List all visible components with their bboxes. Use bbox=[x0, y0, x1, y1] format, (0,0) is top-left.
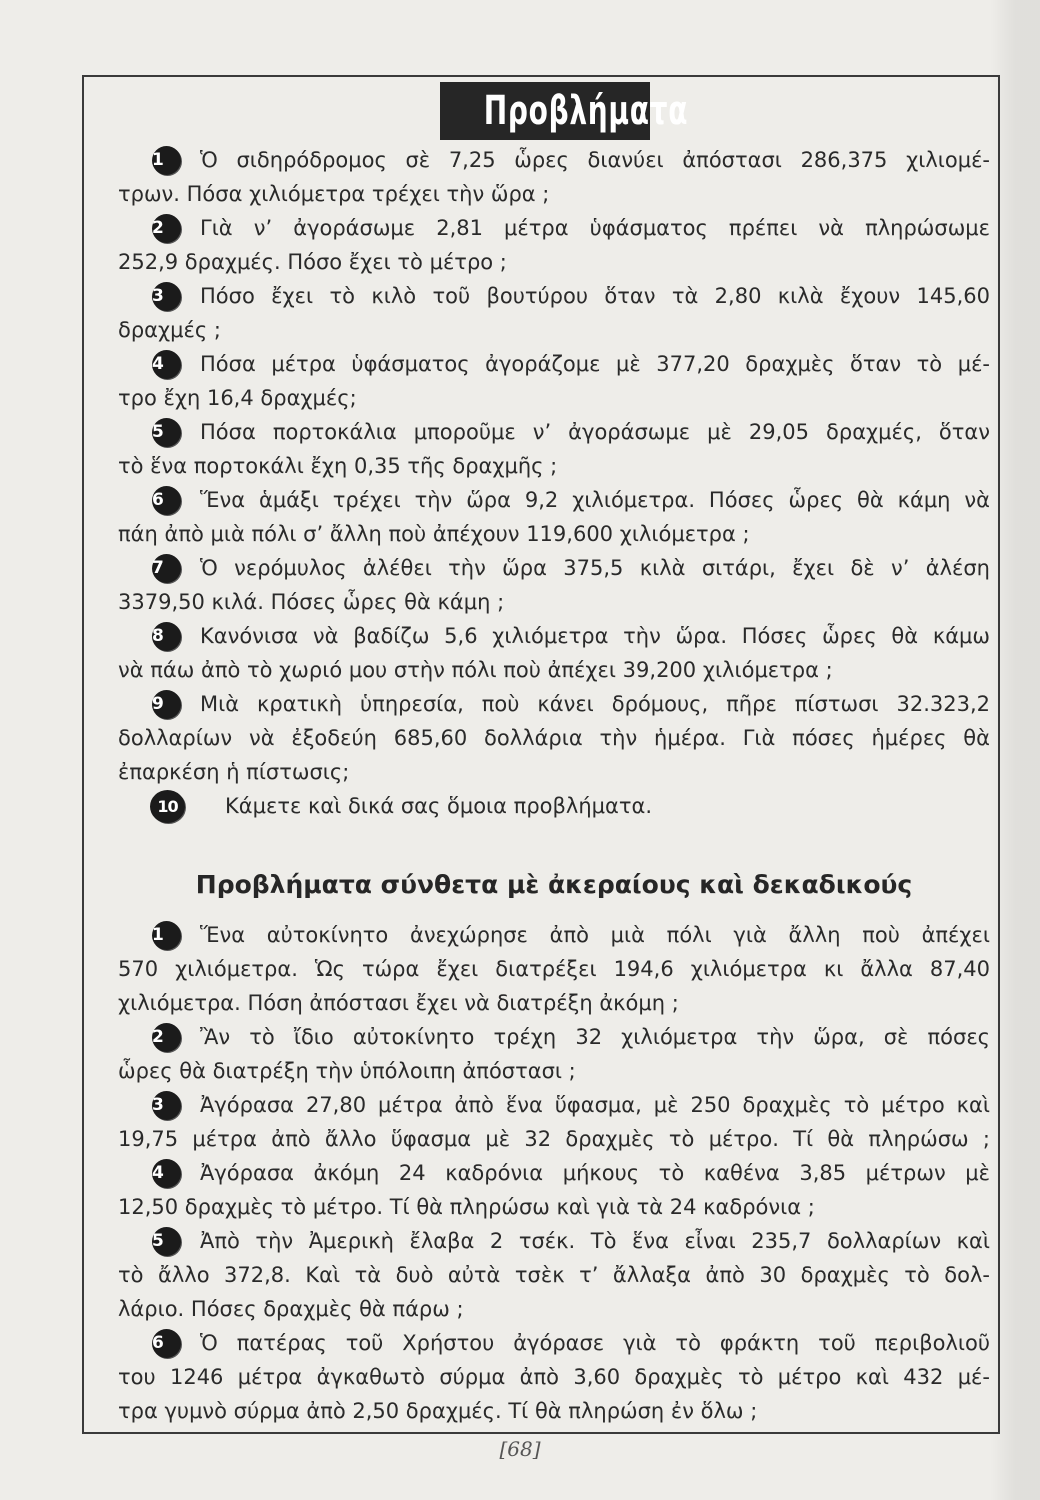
problem-text: τὸ ἕνα πορτοκάλι ἔχη 0,35 τῆς δραχμῆς ; bbox=[118, 454, 558, 478]
problem-text: του 1246 μέτρα ἀγκαθωτὸ σύρμα ἀπὸ 3,60 δραχμὲς τὸ μέτρο καὶ 432 μέ- bbox=[118, 1365, 990, 1389]
composite-problem-6 bbox=[118, 1326, 990, 1428]
problem-line bbox=[118, 1292, 990, 1326]
problem-text: τρο ἔχη 16,4 δραχμές; bbox=[118, 386, 357, 410]
page-title bbox=[440, 82, 689, 140]
problem-text: λάριο. Πόσες δραχμὲς θὰ πάρω ; bbox=[118, 1297, 464, 1321]
composite-problem-1 bbox=[118, 918, 990, 1020]
problem-line bbox=[118, 1156, 990, 1190]
problem-text: τρα γυμνὸ σύρμα ἀπὸ 2,50 δραχμές. Τί θὰ πληρώση ἐν ὅλω ; bbox=[118, 1399, 758, 1423]
problem-text: Ἂν τὸ ἴδιο αὐτοκίνητο τρέχη 32 χιλιόμετρα τὴν ὥρα, σὲ πόσες bbox=[200, 1025, 990, 1049]
problem-line bbox=[118, 653, 990, 687]
page-number: [68] bbox=[499, 1437, 541, 1461]
problem-text: Μιὰ κρατικὴ ὑπηρεσία, ποὺ κάνει δρόμους, πῆρε πίστωσι 32.323,2 bbox=[200, 692, 990, 716]
problems-section-2 bbox=[118, 918, 990, 1428]
problem-line bbox=[118, 952, 990, 986]
problem-text: Ἕνα αὐτοκίνητο ἀνεχώρησε ἀπὸ μιὰ πόλι γιὰ ἄλλη ποὺ ἀπέχει bbox=[200, 923, 990, 947]
problem-text: Πόσα πορτοκάλια μποροῦμε ν’ ἀγοράσωμε μὲ 29,05 δραχμές, ὅταν bbox=[200, 420, 990, 444]
problem-4 bbox=[118, 347, 990, 415]
problem-number-badge: 5 bbox=[152, 418, 181, 447]
problem-line bbox=[118, 211, 990, 245]
problem-line bbox=[118, 245, 990, 279]
problem-line bbox=[118, 1054, 990, 1088]
problem-line bbox=[118, 313, 990, 347]
problem-line bbox=[118, 483, 990, 517]
problem-number-badge: 6 bbox=[152, 486, 181, 515]
problem-line bbox=[118, 143, 990, 177]
composite-problem-2 bbox=[118, 1020, 990, 1088]
problem-text: νὰ πάω ἀπὸ τὸ χωριό μου στὴν πόλι ποὺ ἀπέχει 39,200 χιλιόμετρα ; bbox=[118, 658, 833, 682]
problem-text: χιλιόμετρα. Πόση ἀπόστασι ἔχει νὰ διατρέξη ἀκόμη ; bbox=[118, 991, 679, 1015]
problem-line bbox=[118, 279, 990, 313]
problem-text: Ἀγόρασα ἀκόμη 24 καδρόνια μήκους τὸ καθένα 3,85 μέτρων μὲ bbox=[200, 1161, 990, 1185]
problem-text: δολλαρίων νὰ ἐξοδεύη 685,60 δολλάρια τὴν ἡμέρα. Γιὰ πόσες ἡμέρες θὰ bbox=[118, 726, 990, 750]
problem-3 bbox=[118, 279, 990, 347]
problem-number-badge: 2 bbox=[152, 1023, 181, 1052]
problem-line bbox=[118, 789, 990, 823]
problem-number-badge: 5 bbox=[152, 1227, 181, 1256]
problem-number-badge: 2 bbox=[152, 214, 181, 243]
problem-text: Ὁ νερόμυλος ἀλέθει τὴν ὥρα 375,5 κιλὰ σιτάρι, ἔχει δὲ ν’ ἀλέση bbox=[200, 556, 990, 580]
problem-line bbox=[118, 1020, 990, 1054]
problem-text: 12,50 δραχμὲς τὸ μέτρο. Τί θὰ πληρώσω καὶ γιὰ τὰ 24 καδρόνια ; bbox=[118, 1195, 815, 1219]
problem-number-badge: 4 bbox=[152, 350, 181, 379]
problem-number-badge: 4 bbox=[152, 1159, 181, 1188]
problem-line bbox=[118, 986, 990, 1020]
section-heading: Προβλήματα σύνθετα μὲ ἀκεραίους καὶ δεκαδικούς bbox=[195, 870, 913, 899]
problem-number-badge: 8 bbox=[152, 622, 181, 651]
problem-2 bbox=[118, 211, 990, 279]
problem-8 bbox=[118, 619, 990, 687]
problem-number-badge: 9 bbox=[152, 690, 181, 719]
composite-problem-4 bbox=[118, 1156, 990, 1224]
problem-5 bbox=[118, 415, 990, 483]
problem-text: 252,9 δραχμές. Πόσο ἔχει τὸ μέτρο ; bbox=[118, 250, 507, 274]
problem-line bbox=[118, 415, 990, 449]
problem-line bbox=[118, 1258, 990, 1292]
problems-section-1 bbox=[118, 143, 990, 823]
problem-text: Ὁ σιδηρόδρομος σὲ 7,25 ὧρες διανύει ἀπόστασι 286,375 χιλιομέ- bbox=[200, 148, 990, 172]
problem-line bbox=[118, 1190, 990, 1224]
problem-number-badge: 1 bbox=[152, 146, 181, 175]
problem-text: 19,75 μέτρα ἀπὸ ἄλλο ὕφασμα μὲ 32 δραχμὲς τὸ μέτρο. Τί θὰ πληρώσω ; bbox=[118, 1127, 990, 1151]
problem-line bbox=[118, 1122, 990, 1156]
problem-line bbox=[118, 1360, 990, 1394]
problem-number-badge: 3 bbox=[152, 282, 181, 311]
problem-number-badge: 10 bbox=[150, 790, 185, 823]
problem-text: Κανόνισα νὰ βαδίζω 5,6 χιλιόμετρα τὴν ὥρα. Πόσες ὧρες θὰ κάμω bbox=[200, 624, 990, 648]
problem-text: Κάμετε καὶ δικά σας ὅμοια προβλήματα. bbox=[225, 794, 653, 818]
problem-6 bbox=[118, 483, 990, 551]
problem-text: 570 χιλιόμετρα. Ὡς τώρα ἔχει διατρέξει 194,6 χιλιόμετρα κι ἄλλα 87,40 bbox=[118, 957, 990, 981]
problem-line bbox=[118, 1394, 990, 1428]
problem-line bbox=[118, 1326, 990, 1360]
problem-number-badge: 6 bbox=[152, 1329, 181, 1358]
problem-line bbox=[118, 755, 990, 789]
problem-text: Πόσα μέτρα ὑφάσματος ἀγοράζομε μὲ 377,20 δραχμὲς ὅταν τὸ μέ- bbox=[200, 352, 990, 376]
problem-number-badge: 7 bbox=[152, 554, 181, 583]
problem-line bbox=[118, 1088, 990, 1122]
composite-problem-3 bbox=[118, 1088, 990, 1156]
problem-text: Ὁ πατέρας τοῦ Χρήστου ἀγόρασε γιὰ τὸ φράκτη τοῦ περιβολιοῦ bbox=[200, 1331, 990, 1355]
problem-line bbox=[118, 517, 990, 551]
problem-10 bbox=[118, 789, 990, 823]
problem-line bbox=[118, 918, 990, 952]
problem-text: τρων. Πόσα χιλιόμετρα τρέχει τὴν ὥρα ; bbox=[118, 182, 550, 206]
problem-line bbox=[118, 1224, 990, 1258]
problem-text: Ἀγόρασα 27,80 μέτρα ἀπὸ ἕνα ὕφασμα, μὲ 250 δραχμὲς τὸ μέτρο καὶ bbox=[200, 1093, 990, 1117]
problem-text: τὸ ἄλλο 372,8. Καὶ τὰ δυὸ αὐτὰ τσὲκ τ’ ἄλλαξα ἀπὸ 30 δραχμὲς τὸ δολ- bbox=[118, 1263, 990, 1287]
problem-number-badge: 1 bbox=[152, 921, 181, 950]
problem-line bbox=[118, 347, 990, 381]
problem-line bbox=[118, 721, 990, 755]
problem-text: ὧρες θὰ διατρέξη τὴν ὑπόλοιπη ἀπόστασι ; bbox=[118, 1059, 576, 1083]
page-title-text: Προβλήματα bbox=[483, 88, 689, 134]
problem-text: πάη ἀπὸ μιὰ πόλι σ’ ἄλλη ποὺ ἀπέχουν 119,600 χιλιόμετρα ; bbox=[118, 522, 750, 546]
problem-text: 3379,50 κιλά. Πόσες ὧρες θὰ κάμη ; bbox=[118, 590, 505, 614]
problem-line bbox=[118, 449, 990, 483]
problem-7 bbox=[118, 551, 990, 619]
problem-1 bbox=[118, 143, 990, 211]
problem-line bbox=[118, 177, 990, 211]
problem-text: Γιὰ ν’ ἀγοράσωμε 2,81 μέτρα ὑφάσματος πρέπει νὰ πληρώσωμε bbox=[200, 216, 990, 240]
problem-line bbox=[118, 619, 990, 653]
problem-9 bbox=[118, 687, 990, 789]
problem-text: Πόσο ἔχει τὸ κιλὸ τοῦ βουτύρου ὅταν τὰ 2,80 κιλὰ ἔχουν 145,60 bbox=[200, 284, 990, 308]
problem-line bbox=[118, 551, 990, 585]
problem-text: δραχμές ; bbox=[118, 318, 221, 342]
problem-line bbox=[118, 687, 990, 721]
problem-line bbox=[118, 585, 990, 619]
problem-number-badge: 3 bbox=[152, 1091, 181, 1120]
problem-text: Ἀπὸ τὴν Ἀμερικὴ ἔλαβα 2 τσέκ. Τὸ ἕνα εἶναι 235,7 δολλαρίων καὶ bbox=[200, 1229, 990, 1253]
problem-text: Ἕνα ἁμάξι τρέχει τὴν ὥρα 9,2 χιλιόμετρα. Πόσες ὧρες θὰ κάμη νὰ bbox=[200, 488, 990, 512]
composite-problem-5 bbox=[118, 1224, 990, 1326]
problem-line bbox=[118, 381, 990, 415]
problem-text: ἐπαρκέση ἡ πίστωσις; bbox=[118, 760, 350, 784]
